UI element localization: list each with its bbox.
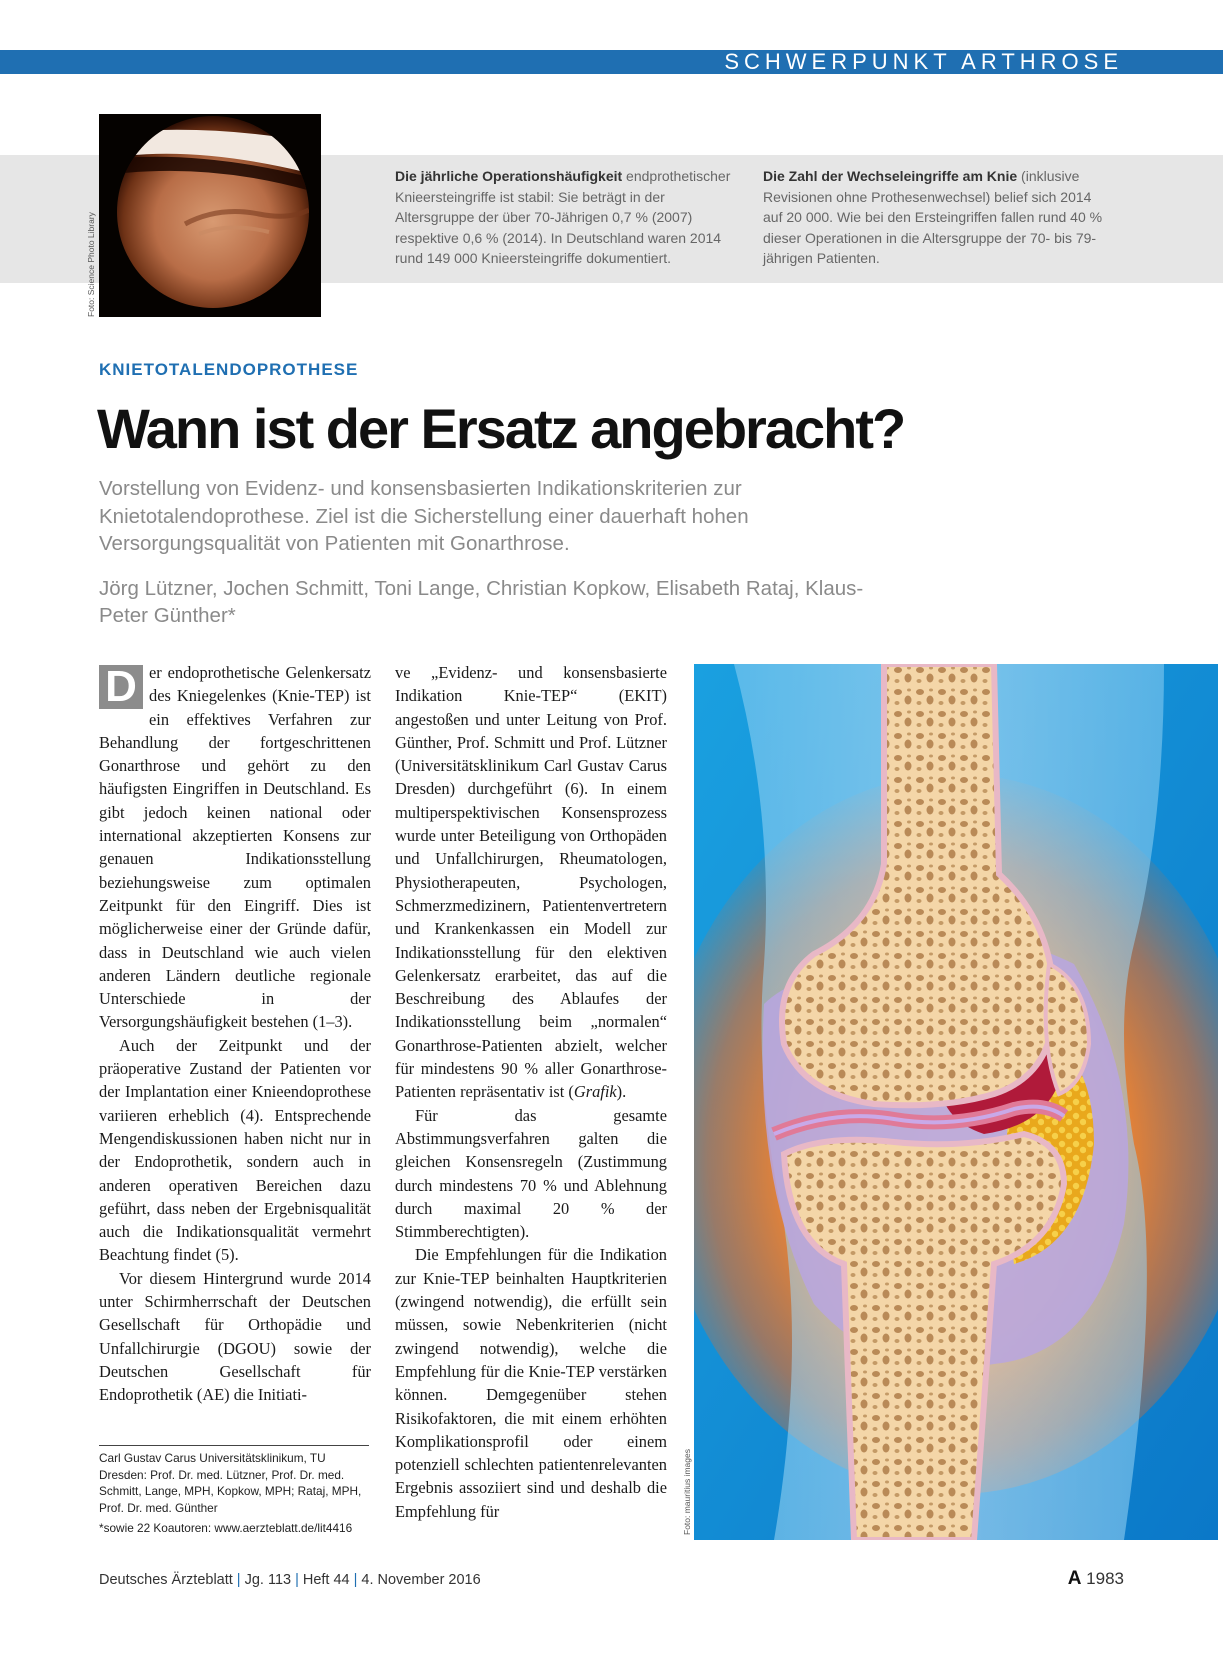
paragraph-5: Für das gesamte Abstimmungsverfahren galten die gleichen Konsensregeln (Zustimmung durch mindestens 70 % und Ablehnung durch maximal 20 % der Stimmberechtigten). [395,1105,667,1242]
illustration-credit: Foto: mauritius images [682,1449,692,1535]
paragraph-6: Die Empfehlungen für die Indikation zur Knie-TEP beinhalten Hauptkriterien (zwingend notwendig), die erfüllt sein müssen, sowie Nebenkriterien (nicht zwingend notwendig), welche die Empfehlung für die Knie-TEP verstärken können. Demgegenüber stehen Risikofaktoren, die mit einem erhöhten Komplikationsprofil oder einem potenziell schlechten patientenrelevanten Ergebnis assoziiert sind und deshalb die Empfehlung für [395,1245,667,1521]
paragraph-1 [99,661,371,1034]
info-lead-2: Die Zahl der Wechseleingriffe am Knie [763,168,1018,184]
footnote-rule [99,1445,369,1446]
figure-reference: Grafik [573,1082,617,1102]
paragraph-3: Vor diesem Hintergrund wurde 2014 unter Schirmherrschaft der Deutschen Gesellschaft für Orthopädie und Unfallchirurgie (DGOU) sowie der Deutschen Gesellschaft für Endoprothetik (AE) die Initiati- [99,1268,371,1405]
info-text-1 [395,166,740,269]
paragraph-4-text: ve „Evidenz- und konsensbasierte Indikation Knie-TEP“ (EKIT) angestoßen und unter Leitung von Prof. Günther, Prof. Schmitt und Prof. Lützner (Universitätsklinikum Carl Gustav Carus Dresden) durchgeführt (6). In einem multiperspektivischen Konsensprozess wurde unter Beteiligung von Orthopäden und Unfallchirurgen, Rheumatologen, Physiotherapeuten, Psychologen, Schmerzmedizinern, Patientenvertretern und Krankenkassen ein Modell zur Indikationsstellung für den elektiven Gelenkersatz erarbeitet, das auf die Beschreibung des Ablaufes der Indikationsstellung beim „normalen“ Gonarthrose-Patienten abzielt, welcher für mindestens 90 % aller Gonarthrose-Patienten repräsentativ ist ( [395,663,667,1102]
text-column-2 [395,661,667,1523]
footer-separator: | [236,1572,241,1588]
paragraph-4 [395,661,667,1104]
article-subtitle: Vorstellung von Evidenz- und konsensbasierten Indikationskriterien zur Knietotalendoprothese. Ziel ist die Sicherstellung einer dauerhaft hohen Versorgungsqualität von Patienten mit Gonarthrose. [99,477,749,555]
arthroscopy-photo [99,114,321,317]
article-title: Wann ist der Ersatz angebracht? [97,397,905,460]
text-column-1 [99,661,371,1407]
info-body-2: (inklusive Revisionen ohne Prothesenwechsel) belief sich 2014 auf 20 000. Wie bei den Ersteingriffen fallen rund 40 % dieser Operationen in die Altersgruppe der 70- bis 79-jährigen Patienten. [763,168,1103,267]
paragraph-1-text: er endoprothetische Gelenkersatz des Kniegelenkes (Knie-TEP) ist ein effektives Verfahren zur Behandlung der fortgeschrittenen Gonarthrose und gehört zu den häufigsten Eingriffen in Deutschland. Es gibt jedoch keinen national oder international akzeptierten Konsens zur genauen Indikationsstellung beziehungsweise zum optimalen Zeitpunkt für den Eingriff. Dies ist möglicherweise einer der Gründe dafür, dass in Deutschland wie auch vielen anderen Ländern deutliche regionale Unterschiede in der Versorgungshäufigkeit bestehen (1–3). [99,663,371,1032]
article-authors: Jörg Lützner, Jochen Schmitt, Toni Lange, Christian Kopkow, Elisabeth Rataj, Klaus-Peter Günther* [99,577,864,627]
section-label: SCHWERPUNKT ARTHROSE [724,49,1123,74]
info-body-1: endprothetischer Knieersteingriffe ist stabil: Sie beträgt in der Altersgruppe der über 70-Jährigen 0,7 % (2007) respektive 0,6 % (2014). In Deutschland waren 2014 rund 149 000 Knieersteingriffe dokumentiert. [395,168,731,267]
page-number-value: 1983 [1086,1569,1124,1588]
journal-volume: Jg. 113 [244,1572,292,1588]
paragraph-4-end: ). [616,1082,627,1102]
knee-illustration [694,664,1218,1540]
page-prefix: A [1067,1568,1082,1589]
footnote-coauthors: *sowie 22 Koautoren: www.aerzteblatt.de/lit4416 [99,1521,353,1535]
paragraph-2: Auch der Zeitpunkt und der präoperative Zustand der Patienten vor der Implantation einer Knieendoprothese variieren erheblich (4). Entsprechende Mengendiskussionen haben nicht nur in der Endoprothetik, sondern auch in anderen operativen Bereichen dazu geführt, dass neben der Ergebnisqualität auch die Indikationsqualität vermehrt Beachtung findet (5). [99,1035,371,1265]
page-footer [99,1572,481,1588]
journal-date: 4. November 2016 [361,1572,481,1588]
page-number [1068,1568,1124,1590]
journal-name: Deutsches Ärzteblatt [99,1572,233,1588]
drop-cap: D [99,665,143,709]
photo-credit: Foto: Science Photo Library [86,212,96,317]
info-lead-1: Die jährliche Operationshäufigkeit [395,168,623,184]
footer-separator: | [295,1572,299,1588]
journal-issue: Heft 44 [302,1572,350,1588]
info-text-2 [763,166,1113,269]
footer-separator: | [353,1572,358,1588]
footnote-affiliation: Carl Gustav Carus Universitätsklinikum, TU Dresden: Prof. Dr. med. Lützner, Prof. Dr. med. Schmitt, Lange, MPH, Kopkow, MPH; Rataj, MPH, Prof. Dr. med. Günther [99,1451,362,1515]
article-kicker: KNIETOTALENDOPROTHESE [99,360,359,379]
